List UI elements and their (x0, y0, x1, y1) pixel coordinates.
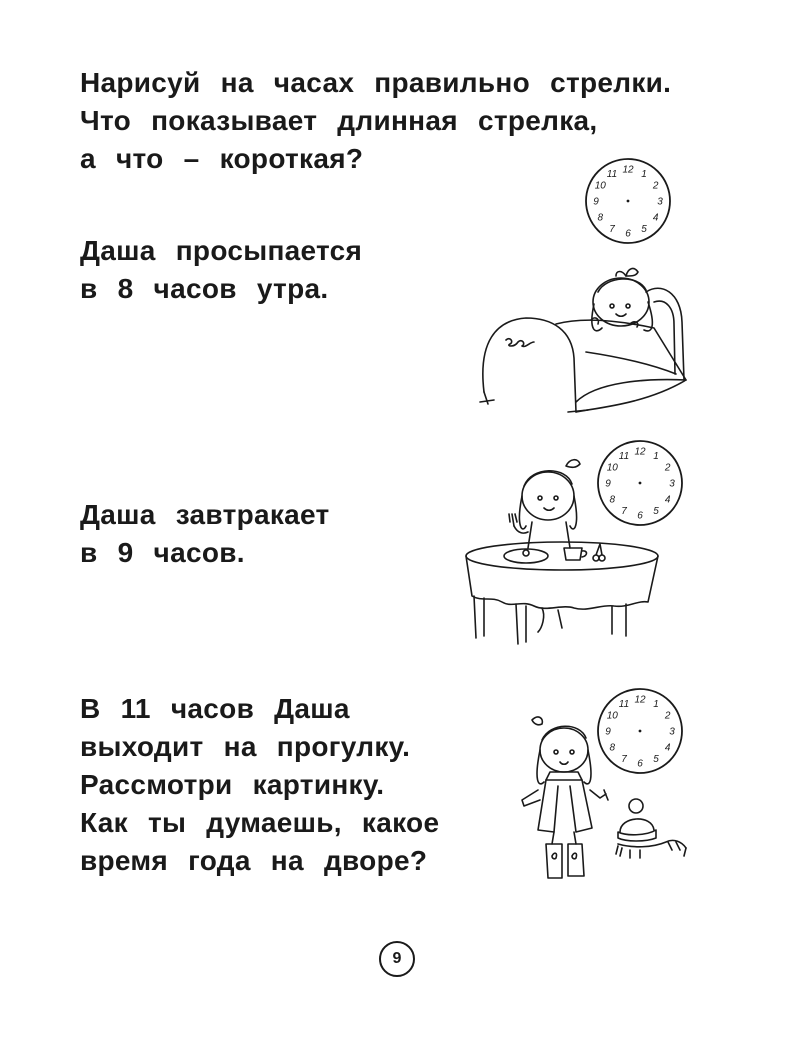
clock-number: 10 (606, 710, 618, 722)
clock-number: 9 (605, 478, 611, 490)
clock-number: 8 (609, 742, 616, 754)
clock-number: 12 (634, 694, 646, 706)
clock-number: 11 (618, 450, 630, 462)
clock-number: 6 (625, 228, 631, 240)
clock-center-dot (639, 730, 642, 733)
clock-number: 7 (621, 506, 627, 518)
page-number: 9 (379, 941, 415, 977)
girl-dressing-illustration (514, 710, 614, 885)
clock-icon[interactable] (582, 155, 674, 247)
text-line: Нарисуй на часах правильно стрелки. (80, 67, 672, 98)
clock-center-dot (627, 200, 630, 203)
clock-number: 11 (618, 698, 630, 710)
clock-number: 8 (597, 212, 604, 224)
clock-number: 5 (641, 224, 647, 236)
clock-number: 6 (637, 758, 643, 770)
clock-number: 12 (622, 164, 634, 176)
clock-number: 11 (606, 168, 618, 180)
task-walk-text (80, 690, 439, 880)
clock-number: 8 (609, 494, 616, 506)
text-line: а что – короткая? (80, 143, 364, 174)
girl-in-bed-illustration (476, 262, 686, 422)
clock-number: 5 (653, 506, 659, 518)
clock-number: 7 (609, 224, 615, 236)
girl-at-table-illustration (462, 456, 662, 646)
hat-scarf-icon (612, 796, 688, 862)
clock-number: 4 (664, 742, 671, 754)
clock-number: 2 (652, 180, 659, 192)
clock-number: 9 (593, 196, 599, 208)
clock-number: 4 (652, 212, 659, 224)
clock-number: 7 (621, 754, 627, 766)
clock-number: 1 (653, 450, 659, 462)
clock-number: 5 (653, 754, 659, 766)
text-line: в 8 часов утра. (80, 273, 329, 304)
text-line: Рассмотри картинку. (80, 769, 385, 800)
task-wake-up-text (80, 232, 362, 308)
text-line: выходит на прогулку. (80, 731, 411, 762)
clock-number: 4 (664, 494, 671, 506)
clock-number: 10 (594, 180, 606, 192)
clock-number: 9 (605, 726, 611, 738)
clock-number: 12 (634, 446, 646, 458)
text-line: В 11 часов Даша (80, 693, 350, 724)
clock-number: 3 (669, 726, 675, 738)
text-line: Даша завтракает (80, 499, 330, 530)
clock-number: 6 (637, 510, 643, 522)
text-line: Как ты думаешь, какое (80, 807, 440, 838)
clock-number: 2 (664, 710, 671, 722)
clock-number: 1 (653, 698, 659, 710)
clock-number: 3 (657, 196, 663, 208)
text-line: Что показывает длинная стрелка, (80, 105, 598, 136)
clock-number: 2 (664, 462, 671, 474)
clock-number: 3 (669, 478, 675, 490)
clock-number: 1 (641, 168, 647, 180)
clock-number: 10 (606, 462, 618, 474)
text-line: в 9 часов. (80, 537, 245, 568)
text-line: Даша просыпается (80, 235, 363, 266)
task-breakfast-text (80, 496, 330, 572)
text-line: время года на дворе? (80, 845, 428, 876)
